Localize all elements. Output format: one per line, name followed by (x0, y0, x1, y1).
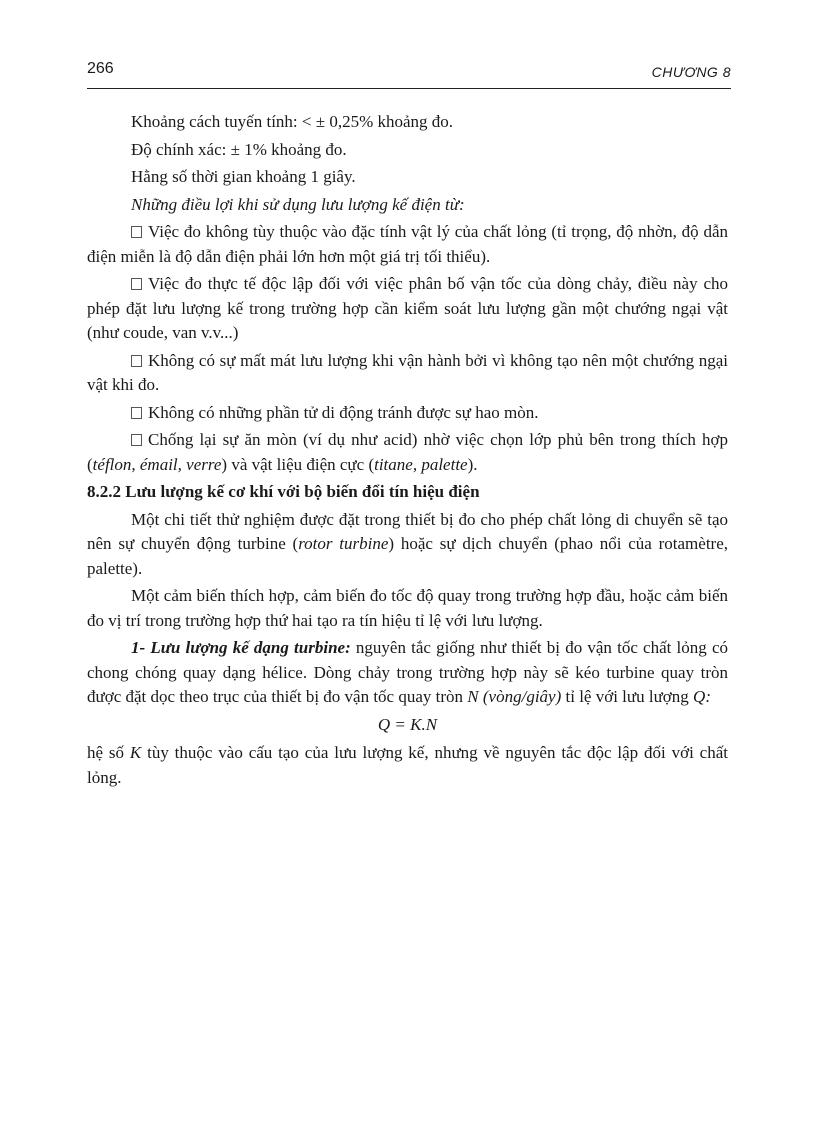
formula: Q = K.N (377, 714, 438, 734)
advantages-title: Những điều lợi khi sử dụng lưu lượng kế điện từ: (131, 194, 465, 214)
page-number: 266 (87, 60, 114, 77)
spec-time-constant: Hằng số thời gian khoảng 1 giây. (131, 167, 356, 186)
checkbox-bullet-icon (131, 278, 142, 290)
page-body (87, 110, 728, 793)
checkbox-bullet-icon (131, 434, 142, 446)
spec-linearity: Khoảng cách tuyến tính: < ± 0,25% khoảng đo. (131, 112, 454, 131)
spec-accuracy: Độ chính xác: ± 1% khoảng đo. (131, 139, 347, 159)
turbine-paragraph: 1- Lưu lượng kế dạng turbine: nguyên tắc giống như thiết bị đo vận tốc chất lỏng có chong chóng quay dạng hélice. Dòng chảy trong trường hợp này sẽ kéo turbine quay tròn được đặt dọc theo trục của thiết bị đo vận tốc quay tròn N (vòng/giây) tỉ lệ với lưu lượng Q: (87, 638, 728, 706)
advantage-item: Việc đo không tùy thuộc vào đặc tính vật lý của chất lỏng (tỉ trọng, độ nhờn, độ dẫn điện miễn là độ dẫn điện phải lớn hơn một giá trị tối thiểu). (87, 222, 728, 266)
chapter-title: CHƯƠNG 8 (651, 64, 731, 80)
section-paragraph: Một chi tiết thử nghiệm được đặt trong thiết bị đo cho phép chất lỏng di chuyển sẽ tạo nên sự chuyển động turbine (rotor turbine) hoặc sự dịch chuyển (phao nổi của rotamètre, palette). (87, 509, 728, 578)
advantage-item: Không có những phần tử di động tránh được sự hao mòn. (87, 401, 728, 426)
page-header (87, 60, 731, 89)
checkbox-bullet-icon (131, 226, 142, 238)
checkbox-bullet-icon (131, 355, 142, 367)
section-heading: 8.2.2 Lưu lượng kế cơ khí với bộ biến đổi tín hiệu điện (87, 482, 480, 501)
checkbox-bullet-icon (131, 407, 142, 419)
advantage-item: Chống lại sự ăn mòn (ví dụ như acid) nhờ việc chọn lớp phủ bên trong thích hợp (téflon, émail, verre) và vật liệu điện cực (titane, palette). (87, 430, 728, 474)
coefficient-paragraph: hệ số K tùy thuộc vào cấu tạo của lưu lượng kế, nhưng về nguyên tắc độc lập đối với chất lỏng. (87, 743, 728, 787)
section-paragraph: Một cảm biến thích hợp, cảm biến đo tốc độ quay trong trường hợp đầu, hoặc cảm biến đo vị trí trong trường hợp thứ hai tạo ra tín hiệu tỉ lệ với lưu lượng. (87, 586, 728, 630)
advantage-item: Không có sự mất mát lưu lượng khi vận hành bởi vì không tạo nên một chướng ngại vật khi đo. (87, 350, 728, 394)
advantage-item: Việc đo thực tế độc lập đối với việc phân bố vận tốc của dòng chảy, điều này cho phép đặt lưu lượng kế trong trường hợp cần kiểm soát lưu lượng gần một chướng ngại vật (như coude, van v.v...) (87, 274, 728, 342)
